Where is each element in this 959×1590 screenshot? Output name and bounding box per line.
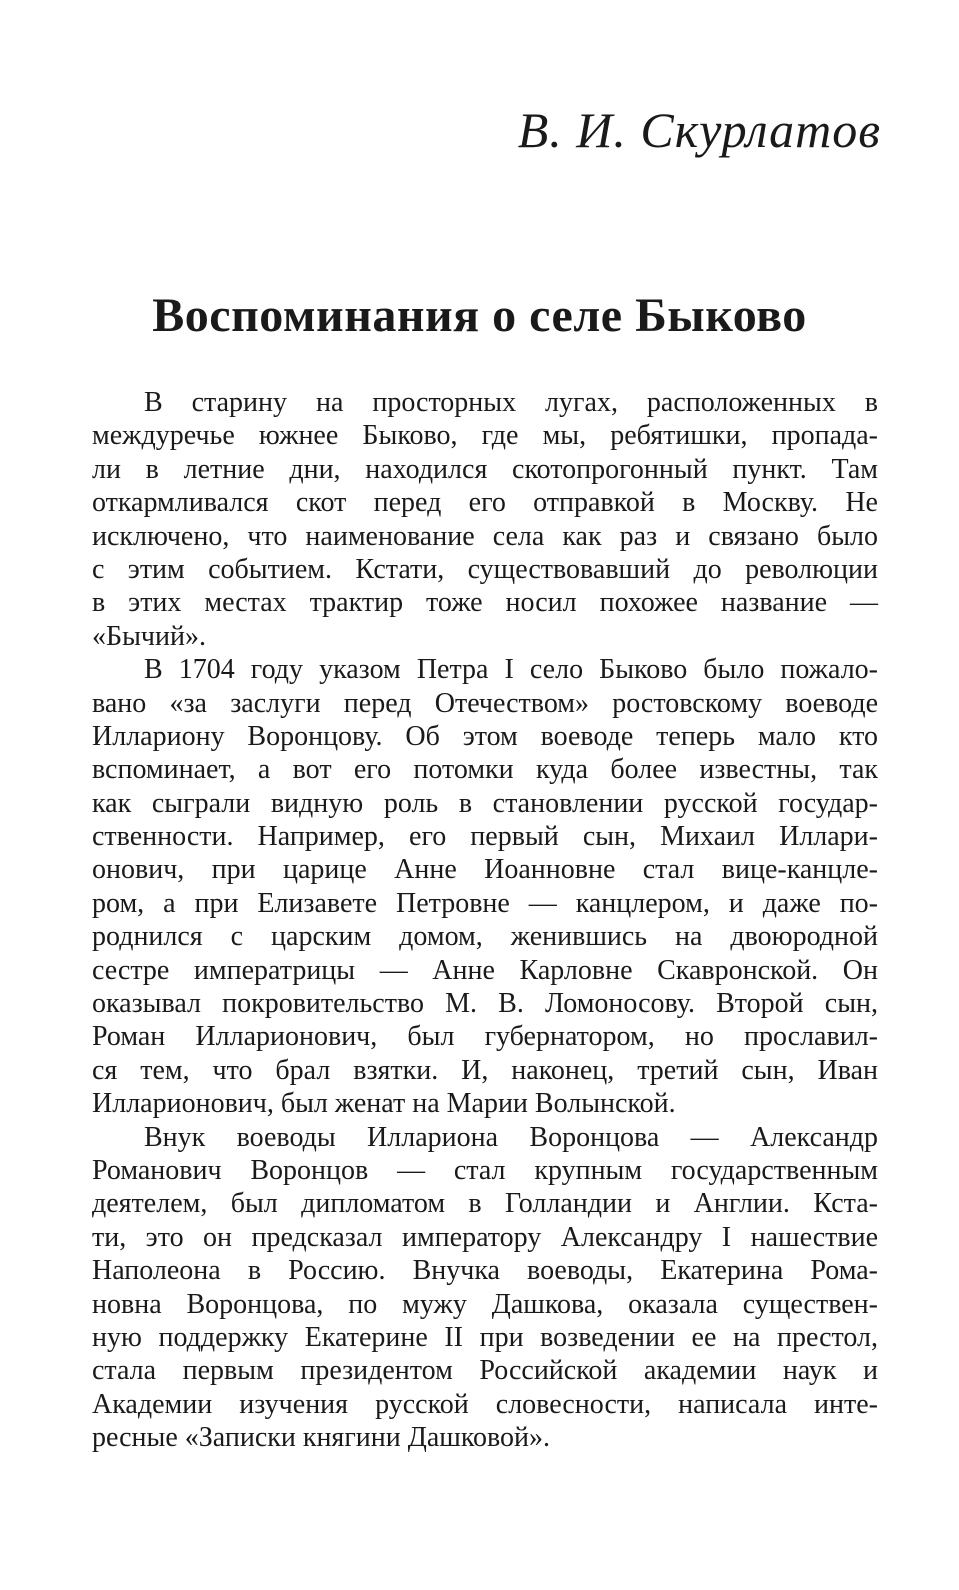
text-line: Роман Илларионович, был губернатором, но прославил-	[92, 1021, 878, 1053]
text-line: исключено, что наименование села как раз и связано было	[92, 520, 878, 552]
chapter-title: Воспоминания о селе Быково	[152, 289, 807, 342]
text-line: «Бычий».	[92, 620, 206, 652]
text-line: ресные «Записки княгини Дашковой».	[92, 1422, 551, 1454]
text-line: Романович Воронцов — стал крупным государственным	[92, 1154, 878, 1186]
text-line: ную поддержку Екатерине II при возведении ее на престол,	[92, 1321, 878, 1353]
text-line: ся тем, что брал взятки. И, наконец, третий сын, Иван	[92, 1054, 878, 1086]
text-line: ром, а при Елизавете Петровне — канцлером, и даже по-	[92, 887, 878, 919]
text-line: междуречье южнее Быково, где мы, ребятишки, пропада-	[92, 420, 878, 452]
text-line: В старину на просторных лугах, расположенных в	[144, 387, 878, 418]
text-line: с этим событием. Кстати, существовавший до революции	[92, 553, 878, 585]
text-line: стала первым президентом Российской академии наук и	[92, 1355, 878, 1387]
text-line: вспоминает, а вот его потомки куда более известны, так	[92, 754, 878, 786]
text-line: оказывал покровительство М. В. Ломоносову. Второй сын,	[92, 988, 878, 1020]
text-line: Академии изучения русской словесности, написала инте-	[92, 1388, 878, 1420]
text-line: ти, это он предсказал императору Александру I нашествие	[92, 1221, 878, 1253]
text-line: Илларионович, был женат на Марии Волынской.	[92, 1088, 676, 1120]
text-line: ли в летние дни, находился скотопрогонный пункт. Там	[92, 453, 878, 485]
text-line: вано «за заслуги перед Отечеством» ростовскому воеводе	[92, 687, 878, 719]
author-name: В. И. Скурлатов	[517, 102, 881, 158]
text-line: откармливался скот перед его отправкой в Москву. Не	[92, 487, 878, 519]
text-line: Внук воеводы Иллариона Воронцова — Александр	[144, 1121, 878, 1153]
text-line: новна Воронцова, по мужу Дашкова, оказала существен-	[92, 1288, 878, 1320]
text-line: роднился с царским домом, женившись на двоюродной	[92, 921, 878, 953]
text-line: В 1704 году указом Петра I село Быково было пожало-	[144, 654, 878, 686]
body-text	[92, 386, 878, 1455]
text-line: деятелем, был дипломатом в Голландии и Англии. Кста-	[92, 1188, 878, 1220]
text-line: сестре императрицы — Анне Карловне Скавронской. Он	[92, 954, 878, 986]
text-line: Иллариону Воронцову. Об этом воеводе теперь мало кто	[92, 720, 878, 752]
text-line: онович, при царице Анне Иоанновне стал вице-канцле-	[92, 854, 878, 886]
text-line: в этих местах трактир тоже носил похожее название —	[92, 587, 878, 619]
text-line: Наполеона в Россию. Внучка воеводы, Екатерина Рома-	[92, 1255, 878, 1287]
text-line: как сыграли видную роль в становлении русской государ-	[92, 787, 878, 819]
text-line: ственности. Например, его первый сын, Михаил Иллари-	[92, 821, 878, 853]
